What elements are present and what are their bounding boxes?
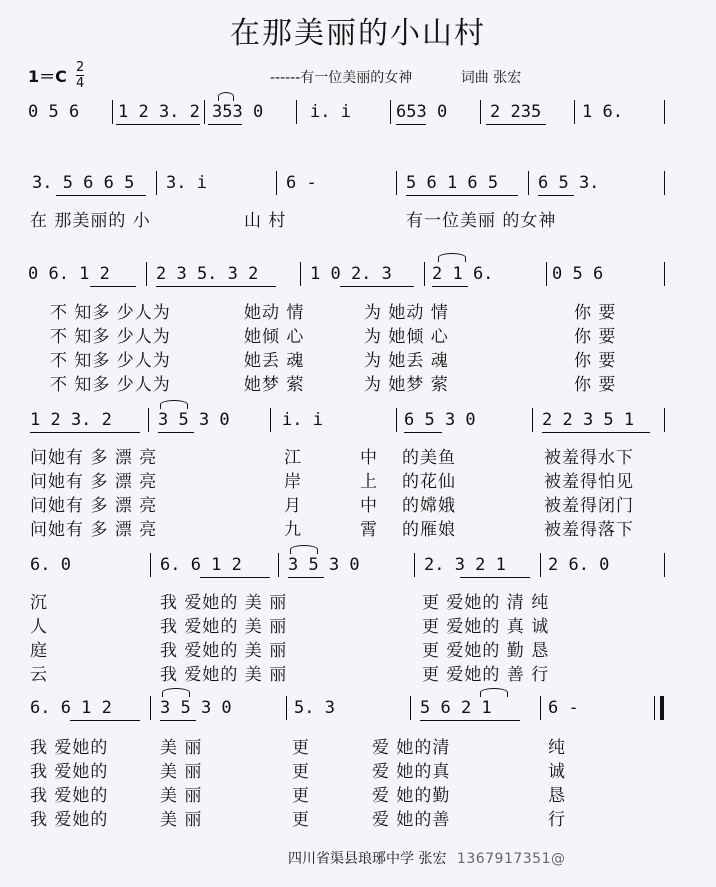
barline (654, 696, 655, 720)
barline (156, 171, 157, 195)
lyric: 你 要 (574, 351, 617, 371)
lyric: 问她有 多 漂 亮 (30, 520, 158, 540)
barline (574, 100, 575, 124)
lyric-line (0, 757, 716, 782)
lyric-line (0, 515, 716, 540)
lyric: 霄 (360, 520, 378, 540)
lyric-line (0, 467, 716, 492)
time-signature-top: 2 (76, 60, 85, 75)
lyric: 问她有 多 漂 亮 (30, 472, 158, 492)
barline (480, 100, 481, 124)
lyric: 为 她丢 魂 (364, 351, 449, 371)
measure: 6 5 3 0 (404, 410, 476, 430)
measure: 2 6. 0 (548, 555, 610, 575)
barline (296, 100, 297, 124)
lyric: 庭 (30, 641, 48, 661)
lyric-line (0, 443, 716, 468)
measure: 5 6 1 6 5 (406, 173, 499, 193)
lyric: 行 (548, 810, 566, 830)
lyric: 的嫦娥 (402, 496, 456, 516)
lyric-line (0, 660, 716, 685)
measure: 6. 0 (30, 555, 71, 575)
barline (204, 100, 205, 124)
lyric: 被羞得落下 (544, 520, 634, 540)
barline (278, 553, 279, 577)
lyric: 美 丽 (160, 762, 203, 782)
measure: 3 5 3 0 (288, 555, 360, 575)
lyric: 不 知多 少人为 (50, 327, 171, 347)
beam-line (288, 577, 324, 578)
measure: 3. 5 6 6 5 (32, 173, 135, 193)
beam-line (30, 432, 140, 433)
measure: 2 235 (490, 102, 542, 122)
barline (540, 553, 541, 577)
time-signature-bottom: 4 (76, 76, 85, 91)
measure: 5. 3 (294, 698, 335, 718)
measure: 2 2 3 5 1 (542, 410, 635, 430)
lyric: 爱 她的真 (372, 762, 451, 782)
barline (300, 262, 301, 286)
footer-phone: 1367917351@ (456, 851, 566, 867)
barline (276, 171, 277, 195)
barline (664, 408, 665, 432)
lyric: 更 (292, 762, 310, 782)
slur (480, 688, 508, 697)
slur (290, 545, 318, 554)
measure: 6 - (548, 698, 579, 718)
beam-line (404, 432, 442, 433)
barline (540, 696, 541, 720)
lyric: 中 (360, 496, 378, 516)
barline (424, 262, 425, 286)
footer-school: 四川省渠县琅琊中学 张宏 (288, 851, 447, 867)
barline (396, 171, 397, 195)
lyric: 沉 (30, 593, 48, 613)
lyric: 美 丽 (160, 738, 203, 758)
slur (218, 92, 234, 101)
barline (664, 171, 665, 195)
measure: i. i (282, 410, 323, 430)
lyric: 我 爱她的 美 丽 (160, 665, 288, 685)
lyric: 更 (292, 810, 310, 830)
lyric: 为 她倾 心 (364, 327, 449, 347)
lyric: 更 爱她的 清 纯 (422, 593, 550, 613)
barline (150, 553, 151, 577)
lyric: 云 (30, 665, 48, 685)
lyric-line (0, 612, 716, 637)
measure: 3 5 3 0 (160, 698, 232, 718)
measure: 1 6. (582, 102, 623, 122)
lyric: 爱 她的勤 (372, 786, 451, 806)
notation-row (0, 410, 716, 434)
lyric: 诚 (548, 762, 566, 782)
lyric: 人 (30, 617, 48, 637)
key-signature: 1＝C (28, 67, 67, 86)
lyric-line (0, 636, 716, 661)
credits (270, 67, 521, 87)
lyric: 山 村 (244, 211, 287, 231)
lyric: 不 知多 少人为 (50, 375, 171, 395)
barline (150, 696, 151, 720)
lyric: 恳 (548, 786, 566, 806)
notation-row (0, 555, 716, 579)
beam-line (156, 286, 276, 287)
lyric: 的雁娘 (402, 520, 456, 540)
lyric: 九 (284, 520, 302, 540)
measure: 3. i (166, 173, 207, 193)
lyric: 为 她动 情 (364, 303, 449, 323)
beam-line (542, 432, 650, 433)
lyric: 爱 她的善 (372, 810, 451, 830)
lyric-line (0, 805, 716, 830)
beam-line (432, 286, 468, 287)
beam-line (90, 286, 136, 287)
lyric-line (0, 298, 716, 323)
lyric: 她梦 萦 (244, 375, 305, 395)
barline (546, 262, 547, 286)
barline (112, 100, 113, 124)
measure: 653 0 (396, 102, 448, 122)
measure: 6. 6 1 2 (30, 698, 112, 718)
lyric: 月 (284, 496, 302, 516)
lyric: 我 爱她的 美 丽 (160, 593, 288, 613)
lyric: 问她有 多 漂 亮 (30, 448, 158, 468)
measure: 1 2 3. 2 (30, 410, 112, 430)
lyric-line (0, 733, 716, 758)
beam-line (208, 124, 242, 125)
barline (410, 696, 411, 720)
measure: 3 5 3 0 (158, 410, 230, 430)
measure: 353 0 (212, 102, 264, 122)
lyric: 美 丽 (160, 786, 203, 806)
slur (162, 688, 190, 697)
barline (664, 100, 665, 124)
beam-line (340, 286, 414, 287)
lyric: 她动 情 (244, 303, 305, 323)
lyric: 你 要 (574, 375, 617, 395)
song-title: 在那美丽的小山村 (230, 16, 486, 51)
barline (414, 553, 415, 577)
beam-line (56, 195, 146, 196)
repeat-end-barline (660, 696, 664, 720)
slur (438, 253, 466, 262)
lyric: 纯 (548, 738, 566, 758)
lyric: 更 爱她的 勤 恳 (422, 641, 550, 661)
lyric: 更 爱她的 善 行 (422, 665, 550, 685)
lyric-line (0, 322, 716, 347)
barline (148, 408, 149, 432)
lyric: 我 爱她的 美 丽 (160, 641, 288, 661)
beam-line (538, 195, 574, 196)
lyric: 被羞得怕见 (544, 472, 634, 492)
measure: 0 5 6 (28, 102, 80, 122)
lyric: 岸 (284, 472, 302, 492)
beam-line (116, 124, 200, 125)
measure: 6 - (286, 173, 317, 193)
lyric: 的花仙 (402, 472, 456, 492)
barline (396, 408, 397, 432)
lyric: 美 丽 (160, 810, 203, 830)
lyric: 更 爱她的 真 诚 (422, 617, 550, 637)
beam-line (200, 577, 270, 578)
lyric: 的美鱼 (402, 448, 456, 468)
lyric: 问她有 多 漂 亮 (30, 496, 158, 516)
beam-line (160, 720, 196, 721)
lyric: 被羞得闭门 (544, 496, 634, 516)
lyric: 江 (284, 448, 302, 468)
lyric: 她倾 心 (244, 327, 305, 347)
beam-line (486, 124, 546, 125)
barline (146, 262, 147, 286)
lyric: 她丢 魂 (244, 351, 305, 371)
beam-line (396, 124, 426, 125)
lyric: 爱 她的清 (372, 738, 451, 758)
lyric: 更 (292, 738, 310, 758)
barline (390, 100, 391, 124)
lyric: 我 爱她的 (30, 786, 109, 806)
beam-line (70, 720, 140, 721)
lyric: 我 爱她的 (30, 738, 109, 758)
notation-row (0, 102, 716, 126)
lyric: 中 (360, 448, 378, 468)
lyric: 为 她梦 萦 (364, 375, 449, 395)
lyric: 有一位美丽 的女神 (406, 211, 557, 231)
beam-line (406, 195, 518, 196)
lyric-line (0, 206, 716, 231)
measure: 1 0 2. 3 (310, 264, 392, 284)
lyric: 被羞得水下 (544, 448, 634, 468)
beam-line (460, 577, 530, 578)
measure: i. i (310, 102, 351, 122)
barline (270, 408, 271, 432)
lyric-line (0, 781, 716, 806)
slur (160, 400, 188, 409)
barline (532, 408, 533, 432)
lyric: 上 (360, 472, 378, 492)
lyric-line (0, 370, 716, 395)
notation-row (0, 173, 716, 197)
lyric: 你 要 (574, 327, 617, 347)
barline (664, 262, 665, 286)
lyric: 我 爱她的 美 丽 (160, 617, 288, 637)
notation-row (0, 264, 716, 288)
barline (286, 696, 287, 720)
lyric: 在 那美丽的 小 (30, 211, 151, 231)
lyric: 我 爱她的 (30, 762, 109, 782)
lyric: 你 要 (574, 303, 617, 323)
measure: 6. 6 1 2 (160, 555, 242, 575)
lyric-line (0, 491, 716, 516)
time-signature (76, 60, 84, 91)
measure: 6 5 3. (538, 173, 600, 193)
lyric: 我 爱她的 (30, 810, 109, 830)
measure: 1 2 3. 2 (118, 102, 200, 122)
beam-line (158, 432, 194, 433)
barline (664, 553, 665, 577)
lyric: 不 知多 少人为 (50, 303, 171, 323)
barline (528, 171, 529, 195)
measure: 0 5 6 (552, 264, 604, 284)
subtitle: ------有一位美丽的女神 (270, 70, 413, 86)
measure: 0 6. 1 2 (28, 264, 110, 284)
lyric-line (0, 346, 716, 371)
notation-row (0, 698, 716, 722)
measure: 2 1 6. (432, 264, 494, 284)
measure: 5 6 2 1 (420, 698, 492, 718)
beam-line (420, 720, 520, 721)
author: 词曲 张宏 (460, 70, 522, 86)
measure: 2 3 5. 3 2 (156, 264, 259, 284)
measure: 2. 3 2 1 (424, 555, 506, 575)
footer (288, 848, 565, 868)
lyric: 更 (292, 786, 310, 806)
lyric: 不 知多 少人为 (50, 351, 171, 371)
lyric-line (0, 588, 716, 613)
